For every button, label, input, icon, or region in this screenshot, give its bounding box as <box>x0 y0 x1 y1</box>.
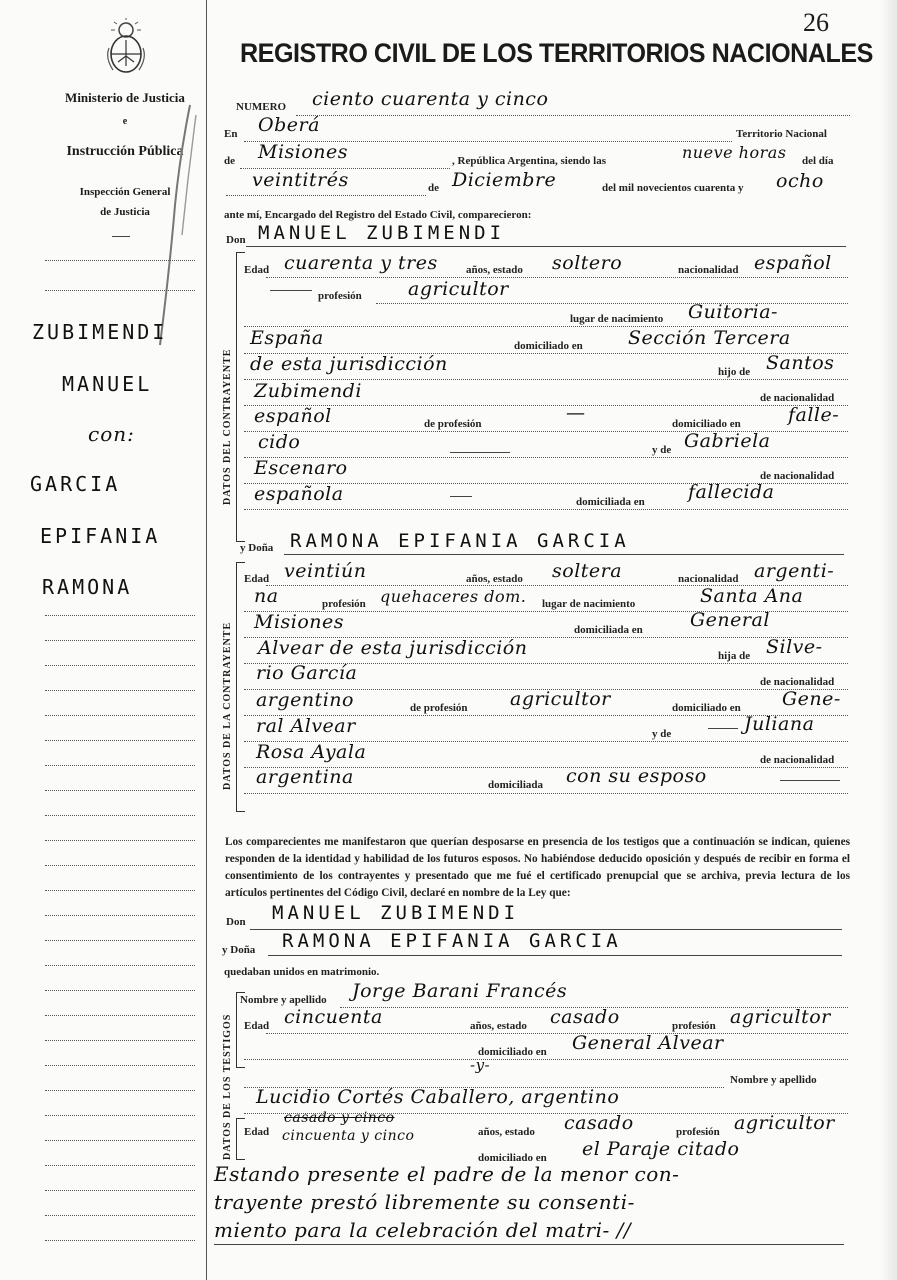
c1-domic-label: domiciliado en <box>514 340 583 352</box>
c2-madre-domic-label: domiciliada <box>488 779 544 791</box>
c1-edad-value: cuarenta y tres <box>284 252 438 274</box>
de-value: Misiones <box>258 141 349 163</box>
testigos-label: DATOS DE LOS TESTIGOS <box>222 1013 233 1160</box>
de2-label: de <box>428 182 439 194</box>
c2-padre-prof-value: agricultor <box>510 688 611 710</box>
c2-domic-value-1: General <box>690 609 770 631</box>
decl-don-label: Don <box>226 916 246 928</box>
c1-y-de-label: y de <box>652 444 672 456</box>
territorio-label: Territorio Nacional <box>736 128 827 140</box>
c1-madre-nac-value: española <box>254 483 344 505</box>
c1-domic-value-2: de esta jurisdicción <box>250 353 448 375</box>
margin-stamp-mark <box>140 95 200 355</box>
c1-padre-value-1: Santos <box>766 352 835 374</box>
c1-madre-value-2: Escenaro <box>254 457 348 479</box>
c2-padre-value-1: Silve- <box>766 636 823 658</box>
c2-domic-value-2: Alvear de esta jurisdicción <box>258 637 528 659</box>
c1-domic-value-1: Sección Tercera <box>628 327 791 349</box>
ministry-line-3: Instrucción Pública <box>66 144 184 159</box>
dona-label: y Doña <box>240 542 274 554</box>
t1-anios-label: años, estado <box>470 1020 527 1032</box>
c2-padre-value-2: rio García <box>256 662 358 684</box>
margin-name-3: con: <box>88 422 135 446</box>
anio-value: ocho <box>776 170 824 192</box>
registry-title: REGISTRO CIVIL DE LOS TERRITORIOS NACIONALES <box>240 38 873 68</box>
c1-profesion-label: profesión <box>318 290 362 302</box>
c2-anios-label: años, estado <box>466 573 523 585</box>
de-label: de <box>224 155 235 167</box>
c1-lugar-value-2: España <box>250 327 324 349</box>
c1-edad-label: Edad <box>244 264 270 276</box>
c2-lugar-value-1: Santa Ana <box>700 585 804 607</box>
t2-edad-label: Edad <box>244 1126 270 1138</box>
c1-lugar-label: lugar de nacimiento <box>570 313 664 325</box>
c1-madre-nac-label: de nacionalidad <box>760 470 835 482</box>
ministry-line-1: Ministerio de Justicia <box>65 90 185 105</box>
c1-padre-domic-value-2: cido <box>258 431 301 453</box>
en-value: Oberá <box>258 114 320 136</box>
c1-padre-nac-value: español <box>254 405 332 427</box>
c1-lugar-value-1: Guitoria- <box>688 301 778 323</box>
margin-name-2: MANUEL <box>62 372 153 396</box>
c1-anios-label: años, estado <box>466 264 523 276</box>
c2-nac-value-1: argenti- <box>754 560 835 582</box>
declaration-text: Los comparecientes me manifestaron que querían desposarse en presencia de los testigos que a continuación se indican, quienes responden de la identidad y habilidad de los futuros esposos. No habiéndose deducido oposición y después de recibir en forma el consentimiento de los contrayentes y presentado que me fué el certificado prenupcial que se archiva, previa lectura de los artículos pertinentes del Código Civil, declaré en nombre de la Ley que: <box>225 836 850 899</box>
t2-edad-value: cincuenta y cinco <box>282 1128 415 1144</box>
c2-y-de-label: y de <box>652 728 672 740</box>
margin-name-4: GARCIA <box>30 472 121 496</box>
c2-estado-value: soltera <box>552 560 623 582</box>
c1-profesion-value: agricultor <box>408 278 509 300</box>
c2-madre-value-1: Juliana <box>744 713 815 735</box>
c1-madre-domic-value: fallecida <box>688 481 775 503</box>
dia-value: veintitrés <box>252 169 349 191</box>
dona-value: RAMONA EPIFANIA GARCIA <box>290 530 630 552</box>
c2-profesion-value: quehaceres dom. <box>380 587 527 606</box>
note-line-3: miento para la celebración del matri- // <box>214 1218 632 1242</box>
t2-domic-value: el Paraje citado <box>582 1138 740 1160</box>
c2-hija-label: hija de <box>718 650 751 662</box>
c2-padre-domic-value-2: ral Alvear <box>256 715 356 737</box>
c1-padre-value-2: Zubimendi <box>254 380 362 402</box>
c2-lugar-value-2: Misiones <box>254 611 345 633</box>
coat-of-arms-emblem <box>103 18 149 76</box>
t2-nombre-label: Nombre y apellido <box>730 1074 817 1086</box>
decl-dona-label: y Doña <box>222 944 256 956</box>
t2-profesion-label: profesión <box>676 1126 720 1138</box>
c1-hijo-label: hijo de <box>718 366 751 378</box>
en-label: En <box>224 128 238 140</box>
c1-padre-nac-label: de nacionalidad <box>760 392 835 404</box>
c2-edad-value: veintiún <box>284 560 367 582</box>
t1-nombre-value: Jorge Barani Francés <box>352 980 568 1002</box>
anio-label: del mil novecientos cuarenta y <box>602 182 744 194</box>
c1-padre-domic-label: domiciliado en <box>672 418 741 430</box>
c1-madre-domic-label: domiciliada en <box>576 496 645 508</box>
c2-madre-value-2: Rosa Ayala <box>256 741 367 763</box>
t1-domic-label: domiciliado en <box>478 1046 547 1058</box>
c1-nac-label: nacionalidad <box>678 264 739 276</box>
t1-edad-label: Edad <box>244 1020 270 1032</box>
t1-profesion-value: agricultor <box>730 1006 831 1028</box>
testigos-separator: -y- <box>470 1056 491 1074</box>
c2-profesion-label: profesión <box>322 598 366 610</box>
t2-anios-label: años, estado <box>478 1126 535 1138</box>
t2-domic-label: domiciliado en <box>478 1152 547 1164</box>
t2-nombre-value: Lucidio Cortés Caballero, argentino <box>256 1086 620 1108</box>
c1-padre-prof-value: — <box>566 402 586 424</box>
t1-profesion-label: profesión <box>672 1020 716 1032</box>
c1-madre-value-1: Gabriela <box>684 430 771 452</box>
c2-madre-nac-label: de nacionalidad <box>760 754 835 766</box>
c1-estado-value: soltero <box>552 252 623 274</box>
margin-name-5: EPIFANIA <box>40 524 161 548</box>
c2-lugar-label: lugar de nacimiento <box>542 598 636 610</box>
del-dia-label: del día <box>802 155 834 167</box>
t2-edad-struck: casado y cinco <box>284 1110 395 1126</box>
inspection-line-1: Inspección General <box>79 186 171 198</box>
note-line-2: trayente prestó libremente su consenti- <box>214 1190 635 1214</box>
decl-dona-value: RAMONA EPIFANIA GARCIA <box>282 930 622 952</box>
t1-nombre-label: Nombre y apellido <box>240 994 327 1006</box>
c2-padre-nac-label: de nacionalidad <box>760 676 835 688</box>
decl-don-value: MANUEL ZUBIMENDI <box>272 902 520 924</box>
don-label: Don <box>226 234 246 246</box>
c2-nac-label: nacionalidad <box>678 573 739 585</box>
numero-value: ciento cuarenta y cinco <box>312 88 549 110</box>
page-number: 26 <box>803 8 829 37</box>
t2-estado-value: casado <box>564 1112 634 1134</box>
ante-label: ante mí, Encargado del Registro del Estado Civil, comparecieron: <box>224 209 532 221</box>
c2-padre-domic-value-1: Gene- <box>782 688 841 710</box>
c2-madre-domic-value: con su esposo <box>566 765 707 787</box>
note-line-1: Estando presente el padre de la menor con- <box>214 1162 680 1186</box>
mes-value: Diciembre <box>452 169 557 191</box>
c2-padre-nac-value: argentino <box>256 689 354 711</box>
c2-domic-label: domiciliada en <box>574 624 643 636</box>
c2-padre-prof-label: de profesión <box>410 702 468 714</box>
c1-nac-value: español <box>754 252 832 274</box>
decl-closing: quedaban unidos en matrimonio. <box>224 966 380 978</box>
ministry-line-2: e <box>122 116 128 127</box>
t1-estado-value: casado <box>550 1006 620 1028</box>
c1-padre-domic-value-1: falle- <box>788 404 840 426</box>
c1-padre-prof-label: de profesión <box>424 418 482 430</box>
t1-domic-value: General Alvear <box>572 1032 724 1054</box>
don-value: MANUEL ZUBIMENDI <box>258 222 506 244</box>
contrayente-label: DATOS DEL CONTRAYENTE <box>222 348 233 505</box>
t1-edad-value: cincuenta <box>284 1006 383 1028</box>
c2-padre-domic-label: domiciliado en <box>672 702 741 714</box>
c2-nac-value-2: na <box>254 585 279 607</box>
hora-value: nueve horas <box>682 143 787 162</box>
margin-name-1: ZUBIMENDI <box>32 320 168 344</box>
numero-label: NUMERO <box>236 101 287 113</box>
republica-label: , República Argentina, siendo las <box>452 155 607 167</box>
t2-profesion-value: agricultor <box>734 1112 835 1134</box>
inspection-line-2: de Justicia <box>100 206 150 218</box>
margin-name-6: RAMONA <box>42 575 133 599</box>
c2-madre-nac-value: argentina <box>256 766 354 788</box>
contrayente-2-label: DATOS DE LA CONTRAYENTE <box>222 621 233 790</box>
c2-edad-label: Edad <box>244 573 270 585</box>
